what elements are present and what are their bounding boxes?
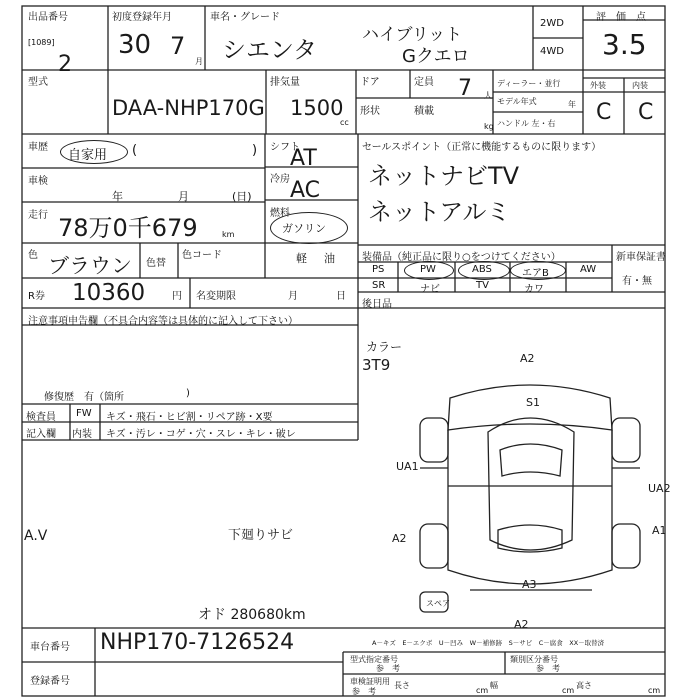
mileage-label: 走行 [28, 210, 48, 221]
equip-sr: SR [372, 280, 386, 291]
damage-mark-left-door: UA1 [396, 460, 419, 473]
note-odometer: オド 280680km [198, 607, 306, 623]
shift-value: AT [290, 146, 317, 171]
model-year-label: モデル年式 [497, 97, 537, 106]
class-number-label: 類別区分番号 [510, 655, 558, 664]
repair-history-label: 修復歴 有（箇所 [44, 392, 124, 403]
color-change-label: 色替 [146, 258, 166, 269]
load-label: 積載 [414, 106, 434, 117]
first-registration-label: 初度登録年月 [112, 12, 172, 23]
ac-label: 冷房 [270, 174, 290, 185]
equip-tv: TV [476, 280, 489, 291]
recycle-value: 10360 [72, 280, 146, 306]
damage-mark-right-door: UA2 [648, 482, 671, 495]
door-label: ドア [360, 77, 380, 88]
kg-unit: kg [484, 122, 494, 131]
fuel-option-light: 軽 [296, 252, 307, 265]
length-label: 長さ [394, 681, 410, 690]
equip-leather: カワ [524, 284, 544, 295]
damage-mark-rear: A3 [522, 578, 537, 591]
inspector-interior-text: キズ・汚レ・コゲ・穴・スレ・キレ・破レ [106, 429, 296, 440]
name-grade-label: 車名・グレード [210, 12, 280, 23]
damage-mark-front: A2 [520, 352, 535, 365]
capacity-value: 7 [458, 76, 472, 101]
persons-unit: 人 [484, 91, 492, 100]
displacement-value: 1500 [290, 96, 344, 120]
equip-airbag: エアB [522, 268, 549, 279]
width-cm: cm [562, 686, 575, 695]
cc-unit: cc [340, 118, 349, 127]
model-label: 型式 [28, 77, 48, 88]
ac-value: AC [290, 178, 321, 203]
color-code-label: 色コード [182, 250, 222, 261]
equip-ps: PS [372, 264, 385, 275]
fuel-option-gasoline: ガソリン [282, 222, 326, 235]
color-code-note: 3T9 [362, 356, 391, 374]
fuel-option-oil: 油 [324, 252, 335, 265]
damage-mark-bumper: A2 [514, 618, 529, 631]
type-number-reference: 参 考 [376, 664, 400, 673]
interior-grade: C [638, 100, 654, 125]
two-wd-option: 2WD [540, 18, 564, 29]
equip-navi: ナビ [420, 284, 440, 295]
first-registration-year: 30 [118, 30, 152, 60]
attached-items-label: 後日品 [362, 299, 392, 310]
exterior-grade: C [596, 100, 612, 125]
shift-label: シフト [270, 142, 300, 153]
first-registration-month: 7 [170, 32, 186, 60]
chassis-label: 車台番号 [30, 642, 70, 653]
equip-aw: AW [580, 264, 597, 275]
history-paren-open: ( [132, 143, 138, 158]
title-change-month: 月 [288, 291, 298, 302]
length-cm: cm [476, 686, 489, 695]
lot-code: [1089] [28, 38, 55, 47]
four-wd-option: 4WD [540, 46, 564, 57]
note-lower-rust: 下廻りサビ [228, 528, 294, 543]
caution-label: 注意事項申告欄（不具合内容等は具体的に記入して下さい） [28, 316, 298, 327]
certificate-label: 車検証明用 [350, 677, 390, 686]
mileage-value: 78万0千679 [58, 214, 198, 242]
height-label: 高さ [576, 681, 592, 690]
damage-mark-hood: S1 [526, 396, 540, 409]
note-av: A.V [24, 528, 48, 544]
inspector-fw-label: FW [76, 408, 92, 419]
height-cm: cm [648, 686, 661, 695]
score-value: 3.5 [602, 28, 647, 61]
model-code: DAA-NHP170G [112, 96, 265, 120]
title-change-day: 日 [336, 291, 346, 302]
recycle-label: R券 [28, 291, 45, 302]
history-label: 車歴 [28, 142, 48, 153]
history-value: 自家用 [68, 148, 108, 163]
selling-points-label: セールスポイント（正常に機能するものに限ります） [362, 142, 602, 153]
type-number-label: 型式指定番号 [350, 655, 398, 664]
class-number-reference: 参 考 [536, 664, 560, 673]
handle-label: ハンドル 左・右 [497, 119, 556, 128]
inspector-fw-text: キズ・飛石・ヒビ割・リペア跡・X要 [106, 412, 273, 423]
dealer-label: ディーラー・並行 [497, 79, 561, 88]
inspector-label-2: 記入欄 [26, 429, 56, 440]
displacement-label: 排気量 [270, 77, 300, 88]
equip-pw: PW [420, 264, 436, 275]
inspector-interior-label: 内装 [72, 429, 92, 440]
repair-history-close: ) [186, 388, 190, 399]
inspection-month: 月 [178, 190, 189, 203]
selling-point-1: ネットナビTV [368, 162, 520, 190]
car-name: シエンタ [222, 36, 318, 64]
grade-line1: ハイブリット [362, 25, 463, 45]
capacity-label: 定員 [414, 77, 434, 88]
inspection-day: (日) [232, 190, 252, 203]
spare-label: スペア [426, 599, 450, 608]
certificate-reference: 参 考 [352, 687, 376, 696]
color-code-note-label: カラー [366, 340, 403, 354]
damage-mark-left-rear: A2 [392, 532, 407, 545]
interior-label: 内装 [632, 81, 648, 90]
history-paren-close: ) [252, 143, 258, 158]
yen-unit: 円 [172, 291, 182, 302]
month-unit: 月 [195, 57, 203, 66]
inspection-year: 年 [112, 190, 123, 203]
registration-label: 登録番号 [30, 676, 70, 687]
width-label: 幅 [490, 681, 498, 690]
exterior-label: 外装 [590, 81, 606, 90]
mileage-unit: km [222, 230, 235, 239]
score-label: 評 価 点 [596, 12, 646, 23]
lot-number-label: 出品番号 [28, 12, 68, 23]
title-change-label: 名変期限 [196, 291, 236, 302]
chassis-number: NHP170-7126524 [100, 630, 295, 655]
selling-point-2: ネットアルミ [368, 198, 511, 226]
damage-legend: A－キズ E－エクボ U－凹み W－補修跡 S－サビ C－腐食 XX－取替済 [372, 639, 605, 647]
warranty-label: 新車保証書 [616, 252, 666, 263]
equipment-label: 装備品（純正品に限り○をつけてください） [362, 252, 561, 263]
damage-mark-right-rear: A1 [652, 524, 667, 537]
inspection-label: 車検 [28, 176, 48, 187]
year-unit: 年 [568, 100, 576, 109]
equip-abs: ABS [472, 264, 492, 275]
color-value: ブラウン [48, 254, 132, 278]
warranty-options: 有・無 [622, 276, 652, 287]
grade-line2: Gクエロ [402, 46, 470, 67]
color-label: 色 [28, 250, 38, 261]
inspector-label-1: 検査員 [26, 412, 56, 423]
shape-label: 形状 [360, 106, 380, 117]
lot-number: 2 [58, 52, 72, 77]
fuel-label: 燃料 [270, 208, 290, 219]
